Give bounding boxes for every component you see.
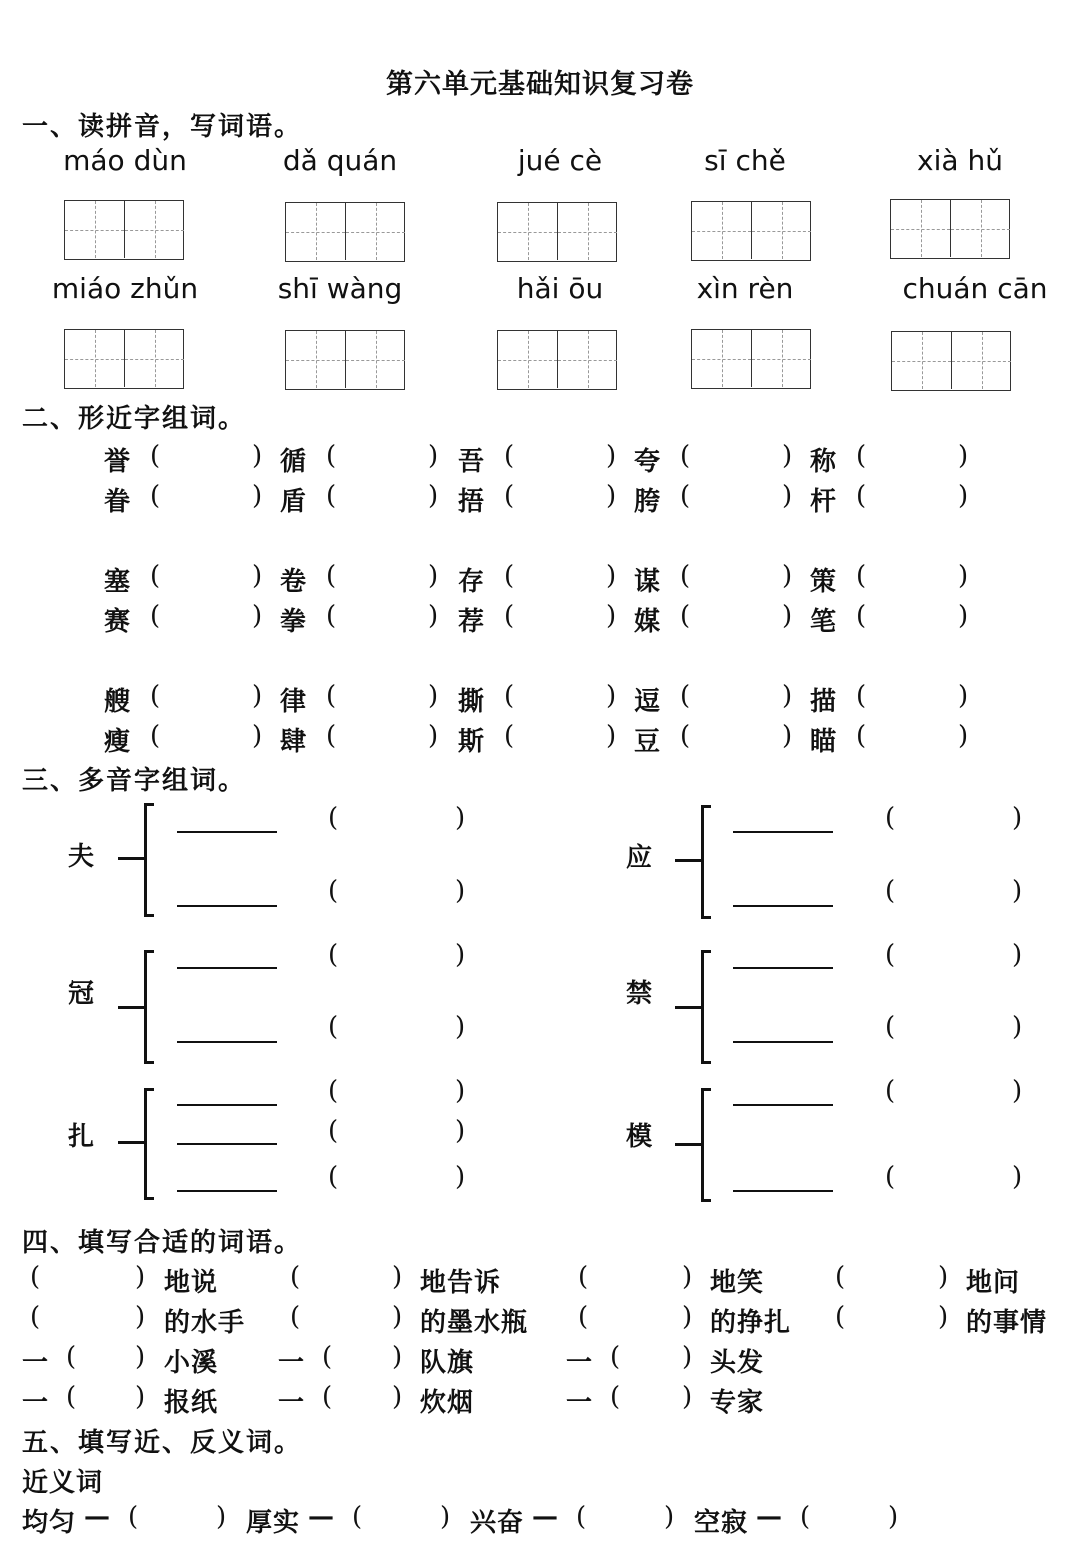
paren-close: ) [958,681,969,711]
paren-open: ( [576,1502,587,1532]
paren-close: ) [252,721,263,751]
measure-yi: 一 [22,1388,50,1418]
paren-close: ) [782,441,793,471]
bracket-stub [675,859,701,862]
polyphonic-char: 应 [626,843,653,873]
pinyin: miáo zhǔn [51,272,199,305]
phrase: 地告诉 [420,1268,502,1298]
similar-char: 策 [810,567,837,597]
paren-close: ) [782,561,793,591]
paren-close: ) [392,1262,403,1292]
similar-char: 存 [458,567,485,597]
paren-close: ) [392,1382,403,1412]
pinyin: jué cè [517,144,603,177]
paren-close: ) [252,681,263,711]
pinyin: máo dùn [63,144,187,177]
similar-char: 描 [810,687,837,717]
paren-open: ( [856,681,867,711]
paren-close: ) [455,803,466,833]
paren-open: ( [30,1262,41,1292]
paren-open: ( [352,1502,363,1532]
paren-open: ( [856,601,867,631]
paren-close: ) [958,601,969,631]
paren-open: ( [610,1342,621,1372]
writing-grid[interactable] [64,200,184,260]
page-title: 第六单元基础知识复习卷 [386,69,694,100]
paren-close: ) [958,721,969,751]
answer-line[interactable] [177,905,277,907]
dash: — [532,1502,559,1532]
similar-char: 逗 [634,687,661,717]
writing-grid[interactable] [285,330,405,390]
paren-open: ( [885,876,896,906]
paren-open: ( [856,561,867,591]
answer-line[interactable] [733,1041,833,1043]
paren-close: ) [606,561,617,591]
answer-line[interactable] [733,831,833,833]
paren-open: ( [504,561,515,591]
paren-open: ( [326,441,337,471]
paren-open: ( [885,803,896,833]
paren-close: ) [428,681,439,711]
paren-open: ( [885,1076,896,1106]
similar-char: 胯 [634,487,661,517]
similar-char: 塞 [104,567,131,597]
dash: — [84,1502,111,1532]
paren-close: ) [392,1342,403,1372]
paren-close: ) [958,441,969,471]
paren-open: ( [150,561,161,591]
pinyin: shī wàng [277,272,403,305]
similar-char: 荐 [458,607,485,637]
paren-open: ( [150,481,161,511]
similar-char: 瞄 [810,727,837,757]
similar-char: 誉 [104,447,131,477]
paren-open: ( [885,1162,896,1192]
paren-close: ) [938,1302,949,1332]
paren-close: ) [682,1302,693,1332]
writing-grid[interactable] [497,202,617,262]
paren-close: ) [1012,940,1023,970]
measure-yi: 一 [278,1348,306,1378]
synonym-word: 兴奋 [470,1508,525,1538]
paren-close: ) [455,1012,466,1042]
paren-open: ( [856,481,867,511]
paren-close: ) [1012,803,1023,833]
answer-line[interactable] [177,1041,277,1043]
paren-close: ) [782,721,793,751]
pinyin: chuán cān [902,272,1048,305]
paren-open: ( [328,1162,339,1192]
paren-open: ( [856,441,867,471]
polyphonic-char: 夫 [68,842,95,872]
writing-grid[interactable] [285,202,405,262]
paren-open: ( [856,721,867,751]
paren-open: ( [504,721,515,751]
paren-open: ( [328,940,339,970]
writing-grid[interactable] [497,330,617,390]
paren-close: ) [1012,1076,1023,1106]
dash: — [756,1502,783,1532]
paren-open: ( [290,1262,301,1292]
section-5-heading: 五、填写近、反义词。 [22,1428,303,1458]
paren-close: ) [252,481,263,511]
answer-line[interactable] [177,1143,277,1145]
paren-close: ) [455,1116,466,1146]
pinyin: sī chě [704,144,786,177]
paren-close: ) [428,481,439,511]
paren-close: ) [782,481,793,511]
bracket-stub [675,1143,701,1146]
paren-close: ) [664,1502,675,1532]
similar-char: 赛 [104,607,131,637]
paren-open: ( [578,1302,589,1332]
similar-char: 吾 [458,447,485,477]
paren-close: ) [682,1382,693,1412]
paren-close: ) [135,1382,146,1412]
similar-char: 卷 [280,567,307,597]
paren-open: ( [326,601,337,631]
paren-open: ( [328,876,339,906]
paren-close: ) [135,1262,146,1292]
paren-open: ( [504,601,515,631]
paren-open: ( [30,1302,41,1332]
paren-open: ( [328,1012,339,1042]
synonym-word: 均匀 [22,1508,77,1538]
similar-char: 艘 [104,687,131,717]
paren-open: ( [66,1342,77,1372]
paren-close: ) [888,1502,899,1532]
paren-close: ) [938,1262,949,1292]
paren-close: ) [1012,1012,1023,1042]
paren-open: ( [322,1382,333,1412]
paren-close: ) [440,1502,451,1532]
paren-open: ( [800,1502,811,1532]
paren-close: ) [392,1302,403,1332]
paren-close: ) [606,481,617,511]
answer-line[interactable] [733,967,833,969]
paren-close: ) [428,561,439,591]
similar-char: 拳 [280,607,307,637]
bracket [144,1088,154,1200]
phrase: 地问 [966,1268,1021,1298]
section-1-heading: 一、读拼音，写词语。 [22,112,303,142]
bracket-stub [118,1141,144,1144]
paren-open: ( [328,1076,339,1106]
phrase: 的水手 [164,1308,246,1338]
paren-close: ) [958,561,969,591]
section-4-heading: 四、填写合适的词语。 [22,1228,303,1258]
paren-close: ) [1012,876,1023,906]
paren-close: ) [455,1076,466,1106]
answer-line[interactable] [733,1190,833,1192]
measure-yi: 一 [566,1348,594,1378]
paren-open: ( [66,1382,77,1412]
pinyin: xìn rèn [696,272,794,305]
paren-open: ( [680,441,691,471]
writing-grid[interactable] [890,199,1010,259]
paren-close: ) [782,681,793,711]
phrase: 专家 [710,1388,765,1418]
phrase: 队旗 [420,1348,475,1378]
paren-close: ) [682,1342,693,1372]
phrase: 的墨水瓶 [420,1308,529,1338]
paren-open: ( [150,601,161,631]
bracket-stub [675,1006,701,1009]
paren-open: ( [326,561,337,591]
phrase: 地笑 [710,1268,765,1298]
similar-char: 豆 [634,727,661,757]
similar-char: 称 [810,447,837,477]
polyphonic-char: 冠 [68,979,95,1009]
paren-close: ) [682,1262,693,1292]
similar-char: 笔 [810,607,837,637]
phrase: 地说 [164,1268,219,1298]
answer-line[interactable] [177,967,277,969]
synonym-label: 近义词 [22,1468,104,1498]
paren-open: ( [680,681,691,711]
writing-grid[interactable] [64,329,184,389]
paren-close: ) [606,681,617,711]
measure-yi: 一 [278,1388,306,1418]
similar-char: 撕 [458,687,485,717]
answer-line[interactable] [733,905,833,907]
paren-open: ( [504,681,515,711]
polyphonic-char: 模 [626,1122,653,1152]
synonym-word: 厚实 [246,1508,301,1538]
similar-char: 斯 [458,727,485,757]
paren-close: ) [782,601,793,631]
paren-open: ( [680,561,691,591]
paren-close: ) [606,721,617,751]
answer-line[interactable] [177,1104,277,1106]
measure-yi: 一 [22,1348,50,1378]
writing-grid[interactable] [691,329,811,389]
bracket [144,950,154,1064]
similar-char: 循 [280,447,307,477]
paren-close: ) [1012,1162,1023,1192]
paren-open: ( [326,681,337,711]
paren-open: ( [835,1262,846,1292]
bracket [701,950,711,1064]
answer-line[interactable] [177,1190,277,1192]
bracket [144,803,154,917]
similar-char: 杆 [810,487,837,517]
paren-open: ( [128,1502,139,1532]
similar-char: 盾 [280,487,307,517]
paren-close: ) [455,876,466,906]
paren-close: ) [606,601,617,631]
phrase: 小溪 [164,1348,219,1378]
paren-close: ) [135,1342,146,1372]
phrase: 炊烟 [420,1388,475,1418]
similar-char: 瘦 [104,727,131,757]
paren-open: ( [504,441,515,471]
bracket [701,1088,711,1202]
paren-close: ) [216,1502,227,1532]
paren-open: ( [150,721,161,751]
paren-open: ( [328,803,339,833]
dash: — [308,1502,335,1532]
answer-line[interactable] [177,831,277,833]
section-3-heading: 三、多音字组词。 [22,766,247,796]
phrase: 的事情 [966,1308,1048,1338]
similar-char: 肆 [280,727,307,757]
synonym-word: 空寂 [694,1508,749,1538]
measure-yi: 一 [566,1388,594,1418]
paren-open: ( [680,601,691,631]
paren-close: ) [252,441,263,471]
polyphonic-char: 禁 [626,979,653,1009]
writing-grid[interactable] [891,331,1011,391]
paren-open: ( [885,940,896,970]
paren-close: ) [428,721,439,751]
paren-open: ( [322,1342,333,1372]
bracket-stub [118,1006,144,1009]
bracket-stub [118,857,144,860]
bracket [701,805,711,919]
paren-open: ( [885,1012,896,1042]
phrase: 的挣扎 [710,1308,792,1338]
phrase: 报纸 [164,1388,219,1418]
paren-open: ( [326,481,337,511]
pinyin: xià hǔ [917,144,1003,177]
paren-close: ) [958,481,969,511]
paren-close: ) [455,940,466,970]
paren-open: ( [326,721,337,751]
paren-close: ) [135,1302,146,1332]
paren-open: ( [680,481,691,511]
paren-open: ( [290,1302,301,1332]
paren-close: ) [455,1162,466,1192]
paren-open: ( [680,721,691,751]
paren-open: ( [150,681,161,711]
paren-close: ) [252,561,263,591]
paren-open: ( [578,1262,589,1292]
similar-char: 眷 [104,487,131,517]
paren-open: ( [328,1116,339,1146]
similar-char: 捂 [458,487,485,517]
paren-close: ) [606,441,617,471]
phrase: 头发 [710,1348,765,1378]
paren-open: ( [504,481,515,511]
section-2-heading: 二、形近字组词。 [22,404,247,434]
similar-char: 媒 [634,607,661,637]
similar-char: 夸 [634,447,661,477]
paren-close: ) [428,601,439,631]
paren-open: ( [610,1382,621,1412]
pinyin: hǎi ōu [516,272,604,305]
paren-open: ( [150,441,161,471]
writing-grid[interactable] [691,201,811,261]
answer-line[interactable] [733,1104,833,1106]
paren-open: ( [835,1302,846,1332]
pinyin: dǎ quán [282,144,398,177]
paren-close: ) [428,441,439,471]
polyphonic-char: 扎 [68,1122,95,1152]
similar-char: 谋 [634,567,661,597]
similar-char: 律 [280,687,307,717]
paren-close: ) [252,601,263,631]
